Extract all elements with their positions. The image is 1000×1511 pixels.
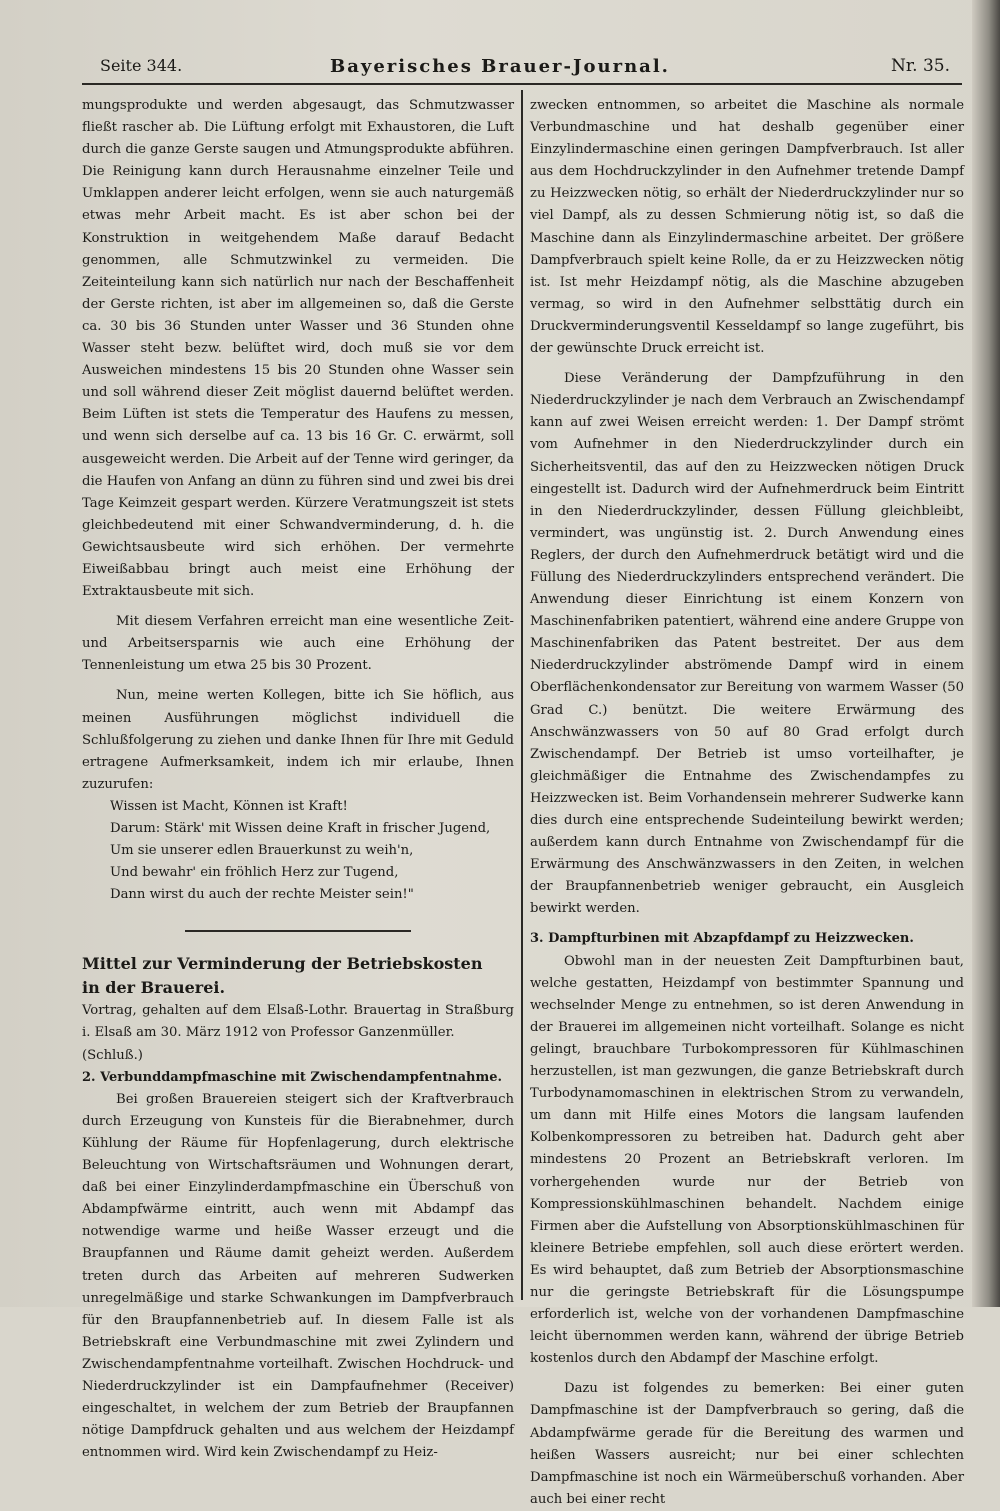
right-column xyxy=(530,95,964,1511)
paragraph: Mit diesem Verfahren erreicht man eine wesentliche Zeit- und Arbeitsersparnis wie auch eine Erhöhung der Tennenleistung um etwa 25 bis 30 Prozent. xyxy=(82,614,514,674)
verse-line: Um sie unserer edlen Brauerkunst zu weih'n, xyxy=(110,843,414,859)
verse-line: Darum: Stärk' mit Wissen deine Kraft in frischer Jugend, xyxy=(110,821,491,836)
paragraph: mungsprodukte und werden abgesaugt, das Schmutzwasser fließt rascher ab. Die Lüftung erfolgt mit Exhaustoren, die Luft durch die ganze Gerste saugen und Atmungsprodukte abführen. Die Reinigung kann durch Herausnahme einzelner Teile und Umklappen anderer leicht erfolgen, wenn sie auch naturgemäß etwas mehr Arbeit macht. Es ist aber schon bei der Konstruktion in weitgehendem Maße darauf Bedacht genommen, alle Schmutzwinkel zu vermeiden. Die Zeiteinteilung kann sich natürlich nur nach der Beschaffenheit der Gerste richten, ist aber im allgemeinen so, daß die Gerste ca. 30 bis 36 Stunden unter Wasser und 36 Stunden ohne Wasser steht bezw. belüftet wird, doch muß sie vor dem Ausweichen mindestens 15 bis 20 Stunden ohne Wasser sein und soll während dieser Zeit möglist dauernd belüftet werden. Beim Lüften ist stets die Temperatur des Haufens zu messen, und wenn sich derselbe auf ca. 13 bis 16 Gr. C. erwärmt, soll ausgeweicht werden. Die Arbeit auf der Tenne wird geringer, da die Haufen von Anfang an dünn zu führen sind und zwei bis drei Tage Keimzeit gespart werden. Kürzere Veratmungszeit ist stets gleichbedeutend mit einer Schwandverminderung, d. h. die Gewichtsausbeute wird sich erhöhen. Der vermehrte Eiweißabbau bringt auch meist eine Erhöhung der Extraktausbeute mit sich. xyxy=(82,98,514,600)
page-header xyxy=(100,56,960,82)
paragraph: Bei großen Brauereien steigert sich der Kraftverbrauch durch Erzeugung von Kunsteis für die Bierabnehmer, durch Kühlung der Räume für Hopfenlagerung, durch elektrische Beleuchtung von Wirtschaftsräumen und Wohnungen derart, daß bei einer Einzylinderdampfmaschine ein Überschuß von Abdampfwärme eintritt, auch wenn mit Abdampf das notwendige warme und heiße Wasser erzeugt und die Braupfannen und Räume damit geheizt werden. Außerdem treten durch das Arbeiten auf mehreren Sudwerken unregelmäßige und starke Schwankungen im Dampfverbrauch für den Braupfannenbetrieb auf. In diesem Falle ist als Betriebskraft eine Verbundmaschine mit zwei Zylindern und Zwischendampfentnahme vorteilhaft. Zwischen Hochdruck- und Niederdruckzylinder ist ein Dampfaufnehmer (Receiver) eingeschaltet, in welchem der zum Betrieb der Braupfannen nötige Dampfdruck gehalten und aus welchem der Heizdampf entnommen wird. Wird kein Zwischendampf zu Heiz- xyxy=(82,1091,514,1461)
journal-title: Bayerisches Brauer-Journal. xyxy=(330,56,670,77)
article-subtitle: Vortrag, gehalten auf dem Elsaß-Lothr. Brauertag in Straßburg i. Elsaß am 30. März 1912 von Professor Ganzenmüller. xyxy=(82,1003,514,1041)
article-conclusion-note: (Schluß.) xyxy=(82,1047,143,1063)
section-heading: 2. Verbunddampfmaschine mit Zwischendampfentnahme. xyxy=(82,1069,503,1085)
article-title-line2: in der Brauerei. xyxy=(82,978,226,998)
left-column xyxy=(82,95,514,1464)
verse xyxy=(110,796,514,906)
paragraph: Nun, meine werten Kollegen, bitte ich Sie höflich, aus meinen Ausführungen möglichst individuell die Schlußfolgerung zu ziehen und danke Ihnen für Ihre mit Geduld ertragene Aufmerksamkeit, indem ich mir erlaube, Ihnen zuzurufen: xyxy=(82,688,514,792)
section-heading: 3. Dampfturbinen mit Abzapfdampf zu Heizzwecken. xyxy=(530,931,914,947)
paragraph: zwecken entnommen, so arbeitet die Maschine als normale Verbundmaschine und hat deshalb gegenüber einer Einzylindermaschine einen geringen Dampfverbrauch. Ist aller aus dem Hochdruckzylinder in den Aufnehmer tretende Dampf zu Heizzwecken nötig, so erhält der Niederdruckzylinder nur so viel Dampf, als zu dessen Schmierung nötig ist, so daß die Maschine dann als Einzylindermaschine arbeitet. Der größere Dampfverbrauch spielt keine Rolle, da er zu Heizzwecken nötig ist. Ist mehr Heizdampf nötig, als die Maschine abzugeben vermag, so wird in den Aufnehmer selbsttätig durch ein Druckverminderungsventil Kesseldampf so lange zugeführt, bis der gewünschte Druck erreicht ist. xyxy=(530,98,964,357)
verse-line: Dann wirst du auch der rechte Meister sein!" xyxy=(110,887,414,903)
page-binding-shadow xyxy=(972,0,1000,1307)
header-rule xyxy=(82,83,962,85)
paragraph: Obwohl man in der neuesten Zeit Dampfturbinen baut, welche gestatten, Heizdampf von bestimmter Spannung und wechselnder Menge zu entnehmen, so ist deren Anwendung in der Brauerei im allgemeinen nicht vorteilhaft. Solange es nicht gelingt, brauchbare Turbokompressoren für Kühlmaschinen herzustellen, ist man gezwungen, die ganze Betriebskraft durch Turbodynamomaschinen in elektrischen Strom zu verwandeln, um dann mit Hilfe eines Motors die langsam laufenden Kolbenkompressoren zu betreiben hat. Dadurch geht aber mindestens 20 Prozent an Betriebskraft verloren. Im vorhergehenden wurde nur der Betrieb von Kompressionskühlmaschinen behandelt. Nachdem einige Firmen aber die Aufstellung von Absorptionskühlmaschinen für kleinere Betriebe empfehlen, soll auch diese erörtert werden. Es wird behauptet, daß zum Betrieb der Absorptionsmaschine nur die geringste Betriebskraft für die Lösungspumpe erforderlich ist, welche von der vorhandenen Dampfmaschine leicht übernommen werden kann, während der übrige Betrieb kostenlos durch den Abdampf der Maschine erfolgt. xyxy=(530,953,964,1367)
paragraph: Diese Veränderung der Dampfzuführung in den Niederdruckzylinder je nach dem Verbrauch an Zwischendampf kann auf zwei Weisen erreicht werden: 1. Der Dampf strömt vom Aufnehmer in den Niederdruckzylinder durch ein Sicherheitsventil, das auf den zu Heizzwecken nötigen Druck eingestellt ist. Dadurch wird der Aufnehmerdruck beim Eintritt in den Niederdruckzylinder, dessen Füllung gleichbleibt, vermindert, was ungünstig ist. 2. Durch Anwendung eines Reglers, der durch den Aufnehmerdruck betätigt wird und die Füllung des Niederdruckzylinders entsprechend verändert. Die Anwendung dieser Einrichtung ist einem Konzern von Maschinenfabriken patentiert, während eine andere Gruppe von Maschinenfabriken das Patent bestreitet. Der aus dem Niederdruckzylinder abströmende Dampf wird in einem Oberflächenkondensator zur Bereitung von warmem Wasser (50 Grad C.) benützt. Die weitere Erwärmung des Anschwänzwassers von 50 auf 80 Grad erfolgt durch Zwischendampf. Der Betrieb ist umso vorteilhafter, je gleichmäßiger die Entnahme des Zwischendampfes zu Heizzwecken ist. Beim Vorhandensein mehrerer Sudwerke kann dies durch eine entsprechende Sudeinteilung bewirkt werden; außerdem kann durch Entnahme von Zwischendampf für die Erwärmung des Anschwänzwassers in den Zeiten, in welchen der Braupfannenbetrieb weniger gebraucht, ein Ausgleich bewirkt werden. xyxy=(530,371,964,917)
verse-line: Wissen ist Macht, Können ist Kraft! xyxy=(110,798,348,814)
paragraph: Dazu ist folgendes zu bemerken: Bei einer guten Dampfmaschine ist der Dampfverbrauch so gering, daß die Abdampfwärme gerade für die Bereitung des warmen und heißen Wassers ausreicht; nur bei einer schlechten Dampfmaschine ist noch ein Wärmeüberschuß vorhanden. Aber auch bei einer recht xyxy=(530,1381,964,1507)
column-divider xyxy=(521,90,523,1300)
article-title: Mittel zur Verminderung der Betriebskosten xyxy=(82,954,483,974)
page-number: Seite 344. xyxy=(100,56,183,75)
verse-line: Und bewahr' ein fröhlich Herz zur Tugend, xyxy=(110,865,399,881)
issue-number: Nr. 35. xyxy=(891,56,950,76)
section-separator xyxy=(185,930,411,932)
